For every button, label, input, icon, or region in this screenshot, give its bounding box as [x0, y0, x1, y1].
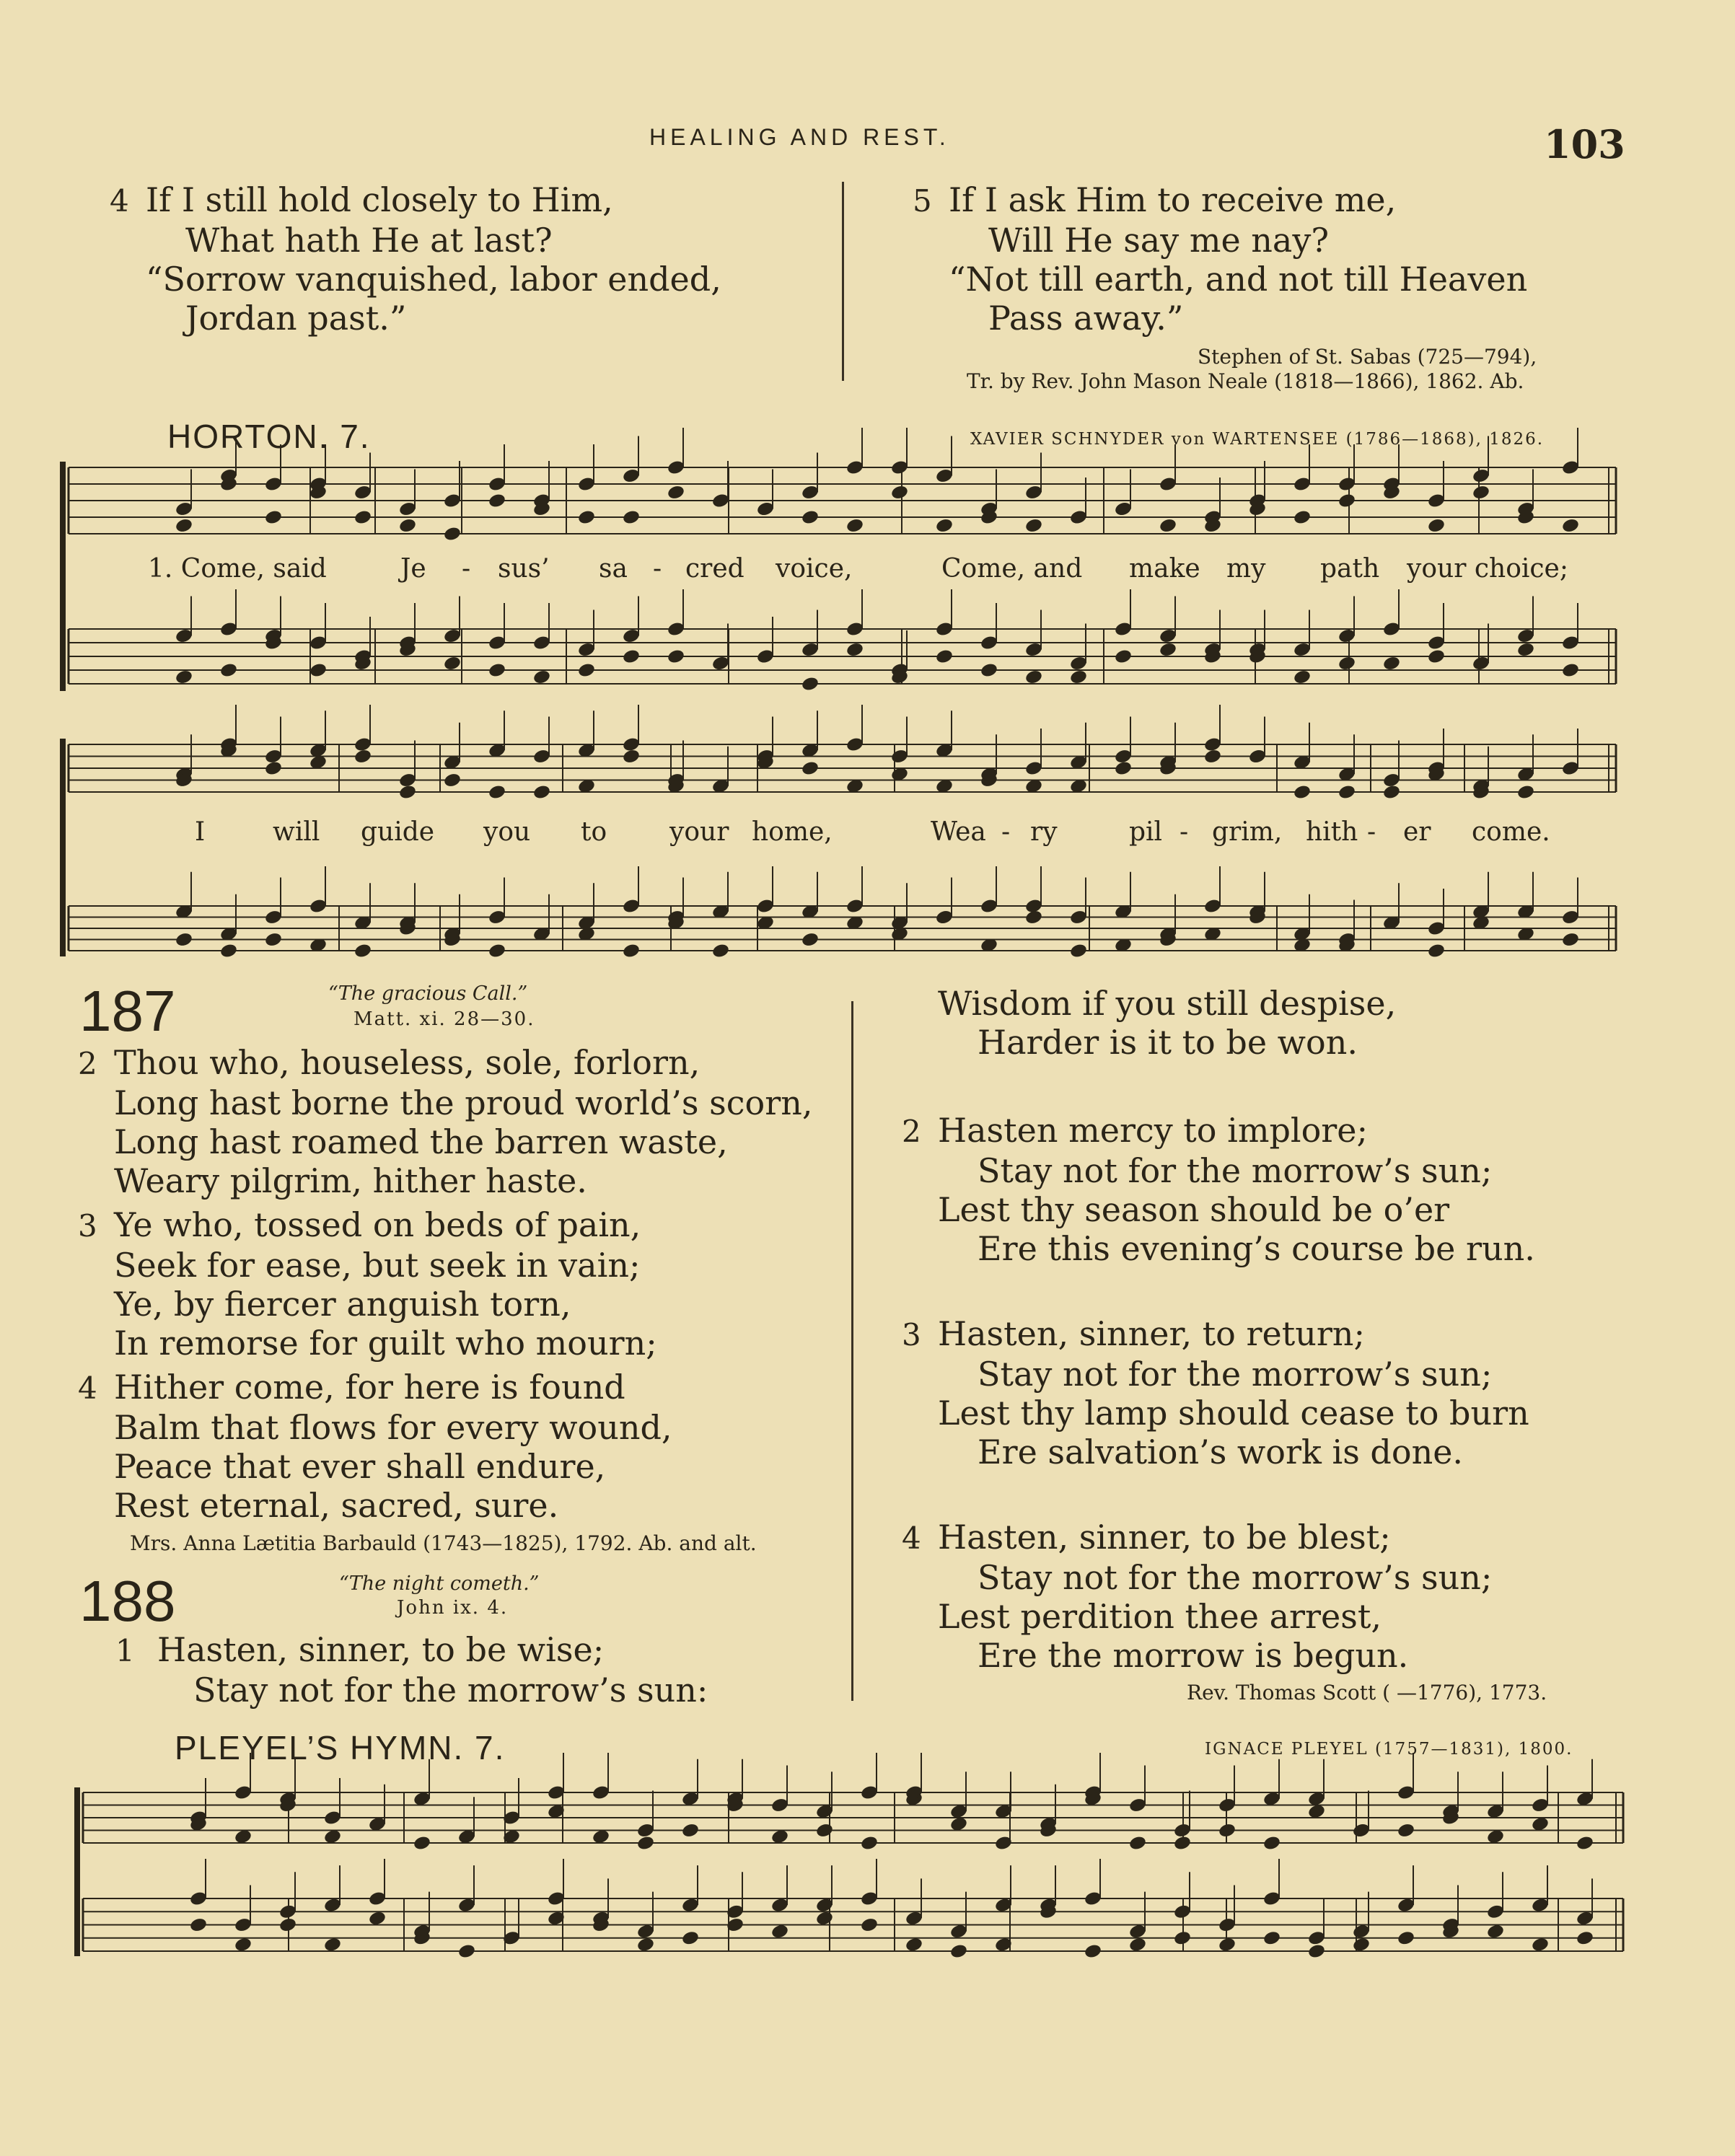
- note-head: [845, 641, 864, 658]
- lyric-word: will: [273, 817, 320, 847]
- note-head: [1561, 662, 1580, 679]
- note-head: [667, 648, 685, 665]
- lyric-word: Come, and: [941, 554, 1083, 584]
- note-head: [1427, 648, 1446, 665]
- stanza-line: 4 If I still hold closely to Him,: [110, 180, 613, 219]
- lyric-word: your choice;: [1407, 554, 1568, 584]
- note-head: [681, 1822, 700, 1839]
- hymn187-stanza-3: [78, 1205, 657, 1363]
- stanza-line: What hath He at last?: [185, 221, 553, 260]
- stanza-line: Weary pilgrim, hither haste.: [114, 1161, 587, 1200]
- stanza-line: Balm that flows for every wound,: [114, 1408, 672, 1447]
- lyric-word: er: [1403, 817, 1431, 847]
- note-head: [815, 1822, 834, 1839]
- note-head: [1352, 1937, 1371, 1953]
- note-head: [815, 1910, 834, 1927]
- note-head: [1382, 784, 1401, 801]
- note-head: [353, 943, 372, 959]
- note-head: [219, 662, 238, 679]
- stanza-line: Pass away.”: [988, 299, 1184, 338]
- lyric-word: path: [1320, 554, 1380, 584]
- running-head: HEALING AND REST.: [649, 124, 950, 150]
- stanza-line: Stay not for the morrow’s sun;: [978, 1355, 1493, 1394]
- lyric-word: -: [1001, 817, 1011, 847]
- stanza-line: Ere the morrow is begun.: [978, 1636, 1409, 1675]
- stanza-line: “Sorrow vanquished, labor ended,: [146, 260, 721, 299]
- stanza-line: 2 Thou who, houseless, sole, forlorn,: [78, 1043, 700, 1082]
- lyric-word: to: [581, 817, 607, 847]
- hymn-number-188: 188: [79, 1569, 176, 1633]
- stanza-line: 4 Hasten, sinner, to be blest;: [902, 1518, 1391, 1557]
- note-head: [1427, 517, 1446, 534]
- stanza-line: “Not till earth, and not till Heaven: [949, 260, 1528, 299]
- translator-credit: Tr. by Rev. John Mason Neale (1818—1866), 1862. Ab.: [967, 369, 1524, 393]
- note-head: [1173, 1930, 1192, 1946]
- note-head: [1382, 655, 1401, 672]
- note-head: [636, 1835, 655, 1852]
- stanza-line: 3 Hasten, sinner, to return;: [902, 1314, 1365, 1353]
- note-head: [189, 1917, 208, 1933]
- hymn-title-187: “The gracious Call.”: [328, 982, 528, 1005]
- stanza-line: 5 If I ask Him to receive me,: [913, 180, 1397, 219]
- note-head: [488, 943, 506, 959]
- note-head: [1397, 1930, 1415, 1946]
- author-credit-187: Mrs. Anna Lætitia Barbauld (1743—1825), 1792. Ab. and alt.: [130, 1531, 757, 1555]
- note-head: [1561, 931, 1580, 948]
- note-head: [1128, 1835, 1147, 1852]
- note-head: [801, 760, 820, 777]
- note-head: [801, 931, 820, 948]
- note-head: [577, 662, 596, 679]
- note-head: [1024, 517, 1043, 534]
- note-head: [532, 784, 551, 801]
- note-head: [667, 484, 685, 501]
- note-head: [1293, 669, 1312, 685]
- tune-name-horton: HORTON. 7.: [167, 418, 371, 455]
- system-bracket: [60, 462, 66, 691]
- stanza-line: Seek for ease, but seek in vain;: [114, 1246, 641, 1285]
- stanza-line: 4 Hither come, for here is found: [78, 1368, 625, 1407]
- lyric-word: I: [195, 817, 206, 847]
- lyric-word: sus’: [498, 554, 550, 584]
- lyric-word: Wea: [931, 817, 986, 847]
- lyric-word: you: [483, 817, 531, 847]
- lyric-word: -: [653, 554, 662, 584]
- hymn187-stanza-2: [78, 1043, 812, 1200]
- lyric-word: sa: [599, 554, 628, 584]
- note-head: [1114, 648, 1133, 665]
- composer-pleyel: IGNACE PLEYEL (1757—1831), 1800.: [1205, 1740, 1573, 1759]
- note-head: [1516, 784, 1535, 801]
- lyric-word: make: [1129, 554, 1200, 584]
- scripture-reference-188: John ix. 4.: [397, 1597, 509, 1619]
- note-head: [234, 1937, 252, 1953]
- note-head: [353, 509, 372, 526]
- stanza-line: Ere this evening’s course be run.: [978, 1229, 1535, 1268]
- note-head: [532, 669, 551, 685]
- stanza-line: In remorse for guilt who mourn;: [114, 1324, 657, 1363]
- note-head: [949, 1943, 968, 1960]
- note-head: [175, 517, 193, 534]
- note-head: [457, 1943, 476, 1960]
- lyric-word: voice,: [776, 554, 853, 584]
- note-head: [860, 1835, 879, 1852]
- note-head: [398, 784, 417, 801]
- stanza-line: Harder is it to be won.: [978, 1023, 1358, 1062]
- lyric-word: your: [669, 817, 729, 847]
- note-head: [1576, 1930, 1594, 1946]
- note-head: [1516, 641, 1535, 658]
- note-head: [1218, 1937, 1237, 1953]
- hymn188-stanza-3: [902, 1314, 1529, 1471]
- note-head: [1173, 1835, 1192, 1852]
- note-head: [636, 1937, 655, 1953]
- note-head: [443, 526, 462, 542]
- scripture-reference-187: Matt. xi. 28—30.: [353, 1008, 535, 1030]
- note-head: [1472, 484, 1490, 501]
- note-head: [488, 493, 506, 509]
- note-head: [905, 1937, 923, 1953]
- note-head: [577, 509, 596, 526]
- note-head: [1159, 641, 1177, 658]
- note-head: [175, 669, 193, 685]
- note-head: [1338, 655, 1356, 672]
- stanza-line: Stay not for the morrow’s sun;: [978, 1151, 1493, 1190]
- note-head: [368, 1910, 387, 1927]
- note-head: [980, 662, 998, 679]
- note-head: [1338, 493, 1356, 509]
- author-credit-188: Rev. Thomas Scott ( —1776), 1773.: [1187, 1681, 1547, 1704]
- lyric-word: Je: [400, 554, 426, 584]
- hymn-number-187: 187: [79, 979, 176, 1043]
- stanza-line: 2 Hasten mercy to implore;: [902, 1111, 1369, 1150]
- note-head: [935, 517, 954, 534]
- note-head: [175, 931, 193, 948]
- hymn188-stanza-1: [115, 1630, 708, 1710]
- note-head: [443, 772, 462, 788]
- stanza-line: 1 Hasten, sinner, to be wise;: [115, 1630, 605, 1669]
- note-head: [1293, 784, 1312, 801]
- stanza-line: Ye, by fiercer anguish torn,: [114, 1285, 571, 1324]
- note-head: [1561, 517, 1580, 534]
- lyric-word: grim,: [1212, 817, 1283, 847]
- stanza-line: Long hast borne the proud world’s scorn,: [114, 1083, 813, 1122]
- note-head: [353, 748, 372, 765]
- stanza-line: Jordan past.”: [185, 299, 407, 338]
- lyric-word: -: [1367, 817, 1376, 847]
- note-head: [1262, 1835, 1281, 1852]
- note-head: [1531, 1937, 1550, 1953]
- lyric-word: home,: [752, 817, 833, 847]
- note-head: [1084, 1943, 1102, 1960]
- stanza-line: 3 Ye who, tossed on beds of pain,: [78, 1205, 641, 1244]
- note-head: [1397, 1822, 1415, 1839]
- note-head: [890, 484, 909, 501]
- stanza-line: Ere salvation’s work is done.: [978, 1433, 1464, 1471]
- stanza-line: Rest eternal, sacred, sure.: [114, 1486, 559, 1525]
- stanza-line: Peace that ever shall endure,: [114, 1447, 606, 1486]
- stanza-line: Lest perdition thee arrest,: [938, 1597, 1382, 1636]
- note-head: [1262, 1930, 1281, 1946]
- note-head: [413, 1835, 431, 1852]
- note-head: [801, 676, 820, 692]
- note-head: [1128, 1937, 1147, 1953]
- note-head: [278, 1917, 297, 1933]
- stanza-line: Will He say me nay?: [988, 221, 1329, 260]
- note-head: [622, 943, 641, 959]
- lyric-word: cred: [685, 554, 744, 584]
- note-head: [681, 1930, 700, 1946]
- note-head: [935, 648, 954, 665]
- lyric-word: pil: [1129, 817, 1163, 847]
- note-head: [1114, 760, 1133, 777]
- note-head: [622, 648, 641, 665]
- lyric-word: -: [462, 554, 471, 584]
- note-head: [801, 509, 820, 526]
- lyric-word: hith: [1306, 817, 1358, 847]
- note-head: [622, 509, 641, 526]
- column-divider: [851, 1001, 853, 1701]
- note-head: [1293, 509, 1312, 526]
- system-bracket: [60, 739, 66, 956]
- lyric-word: ry: [1030, 817, 1058, 847]
- tune-name-pleyel: PLEYEL’S HYMN. 7.: [175, 1729, 506, 1766]
- note-head: [1069, 943, 1088, 959]
- note-head: [1307, 1943, 1326, 1960]
- stanza-line: Lest thy lamp should cease to burn: [938, 1394, 1529, 1433]
- author-credit: Stephen of St. Sabas (725—794),: [1198, 345, 1537, 369]
- note-head: [1159, 517, 1177, 534]
- note-head: [1024, 669, 1043, 685]
- composer-horton: XAVIER SCHNYDER von WARTENSEE (1786—1868), 1826.: [970, 430, 1545, 449]
- hymn188-stanza-2: [902, 1111, 1535, 1268]
- lyric-word: my: [1226, 554, 1266, 584]
- note-head: [1218, 1822, 1237, 1839]
- note-head: [711, 943, 730, 959]
- note-head: [264, 760, 283, 777]
- note-head: [219, 943, 238, 959]
- system-bracket: [74, 1787, 80, 1956]
- page-number: 103: [1544, 121, 1625, 167]
- note-head: [443, 655, 462, 672]
- lyric-word: come.: [1472, 817, 1550, 847]
- note-head: [1338, 784, 1356, 801]
- note-head: [323, 1937, 342, 1953]
- note-head: [488, 662, 506, 679]
- note-head: [1069, 669, 1088, 685]
- hymn187-stanza-4: [78, 1368, 672, 1525]
- note-head: [770, 1923, 789, 1940]
- note-head: [1576, 1835, 1594, 1852]
- note-head: [1427, 943, 1446, 959]
- note-head: [622, 748, 641, 765]
- note-head: [860, 1917, 879, 1933]
- lyric-word: -: [1180, 817, 1189, 847]
- hymn188-stanza-1-continued: [938, 984, 1396, 1062]
- note-head: [845, 517, 864, 534]
- hymn-title-188: “The night cometh.”: [339, 1572, 540, 1595]
- note-head: [398, 517, 417, 534]
- note-head: [264, 931, 283, 948]
- note-head: [264, 509, 283, 526]
- stanza-line: Wisdom if you still despise,: [938, 984, 1397, 1023]
- lyric-word: 1. Come, said: [148, 554, 327, 584]
- note-head: [1203, 748, 1222, 765]
- note-head: [309, 662, 328, 679]
- note-head: [488, 784, 506, 801]
- note-head: [1486, 1923, 1505, 1940]
- stanza-line: Long hast roamed the barren waste,: [114, 1122, 728, 1161]
- lyric-word: guide: [361, 817, 435, 847]
- stanza-line: Lest thy season should be o’er: [938, 1190, 1450, 1229]
- stanza-line: Stay not for the morrow’s sun:: [193, 1671, 708, 1710]
- hymn188-stanza-4: [902, 1518, 1492, 1675]
- stanza-line: Stay not for the morrow’s sun;: [978, 1558, 1493, 1597]
